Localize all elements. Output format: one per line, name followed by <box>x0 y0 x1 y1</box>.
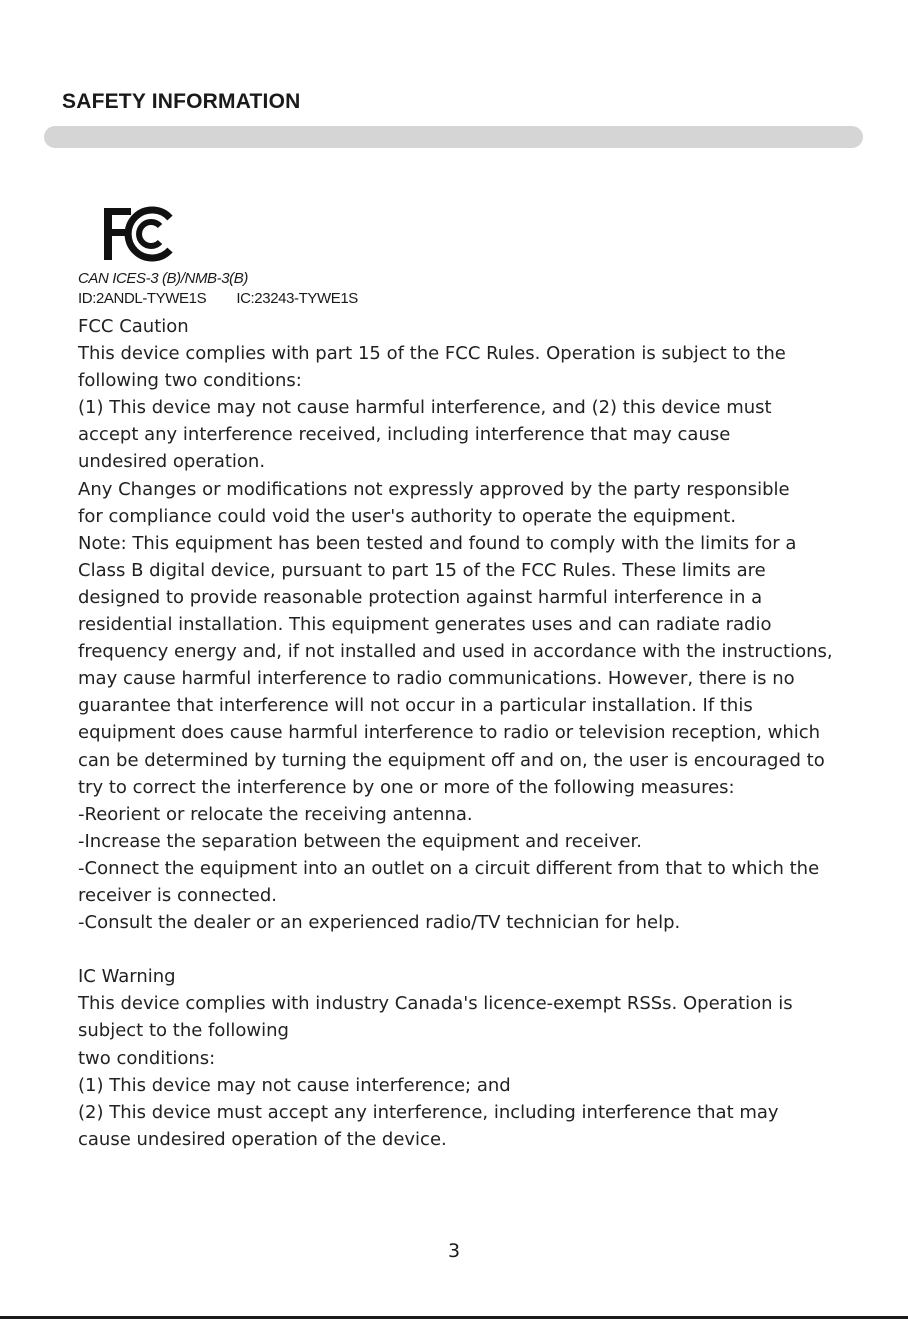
fcc-paragraph-line: equipment does cause harmful interference to radio or television reception, which <box>78 722 821 744</box>
fcc-paragraph-line: frequency energy and, if not installed and used in accordance with the instructions, <box>78 641 833 663</box>
fcc-measure-item: -Reorient or relocate the receiving antenna. <box>78 803 473 825</box>
fcc-paragraph-line: following two conditions: <box>78 370 302 392</box>
page-number: 3 <box>447 1240 461 1262</box>
can-ices-label: CAN ICES-3 (B)/NMB-3(B) <box>78 270 248 287</box>
fcc-paragraph-line: can be determined by turning the equipment off and on, the user is encouraged to <box>78 749 825 771</box>
bottom-rule <box>0 1316 908 1319</box>
fcc-paragraph-line: (1) This device may not cause harmful interference, and (2) this device must <box>78 397 772 419</box>
fcc-logo <box>100 204 174 262</box>
fcc-paragraph-line: residential installation. This equipment generates uses and can radiate radio <box>78 614 772 636</box>
document-body <box>78 313 878 1153</box>
ic-id: IC:23243-TYWE1S <box>236 290 358 307</box>
fcc-caution-heading: FCC Caution <box>78 316 189 337</box>
fcc-measure-item: -Consult the dealer or an experienced radio/TV technician for help. <box>78 912 681 934</box>
fcc-paragraph-line: Any Changes or modifications not expressly approved by the party responsible <box>78 478 790 500</box>
ic-paragraph-line: two conditions: <box>78 1047 216 1069</box>
title-underline-bar <box>44 126 863 148</box>
fcc-measure-item: receiver is connected. <box>78 884 277 906</box>
fcc-paragraph-line: guarantee that interference will not occur in a particular installation. If this <box>78 695 753 717</box>
fcc-paragraph-line: Class B digital device, pursuant to part 15 of the FCC Rules. These limits are <box>78 559 766 581</box>
ic-paragraph-line: This device complies with industry Canada's licence-exempt RSSs. Operation is <box>78 993 793 1015</box>
fcc-paragraph-line: accept any interference received, including interference that may cause <box>78 424 731 446</box>
id-spacer <box>206 290 236 307</box>
fcc-id: ID:2ANDL-TYWE1S <box>78 290 207 307</box>
fcc-paragraph-line: designed to provide reasonable protection against harmful interference in a <box>78 586 763 608</box>
fcc-paragraph-line: This device complies with part 15 of the FCC Rules. Operation is subject to the <box>78 343 786 365</box>
fcc-paragraph-line: Note: This equipment has been tested and found to comply with the limits for a <box>78 532 797 554</box>
fcc-paragraph-line: may cause harmful interference to radio communications. However, there is no <box>78 668 795 690</box>
ic-paragraph-line: (1) This device may not cause interference; and <box>78 1074 511 1096</box>
ic-warning-heading: IC Warning <box>78 966 176 988</box>
fcc-measure-item: -Increase the separation between the equipment and receiver. <box>78 830 642 852</box>
fcc-paragraph-line: undesired operation. <box>78 451 266 473</box>
fcc-paragraph-line: for compliance could void the user's authority to operate the equipment. <box>78 505 737 527</box>
ic-paragraph-line: subject to the following <box>78 1020 289 1042</box>
page-title: SAFETY INFORMATION <box>62 90 301 113</box>
fcc-paragraph-line: try to correct the interference by one or more of the following measures: <box>78 776 735 798</box>
fcc-logo-icon <box>100 204 174 262</box>
ic-paragraph-line: (2) This device must accept any interference, including interference that may <box>78 1101 779 1123</box>
certification-ids <box>78 290 358 307</box>
ic-paragraph-line: cause undesired operation of the device. <box>78 1128 447 1150</box>
section-spacer <box>78 936 878 963</box>
fcc-measure-item: -Connect the equipment into an outlet on a circuit different from that to which the <box>78 857 820 879</box>
